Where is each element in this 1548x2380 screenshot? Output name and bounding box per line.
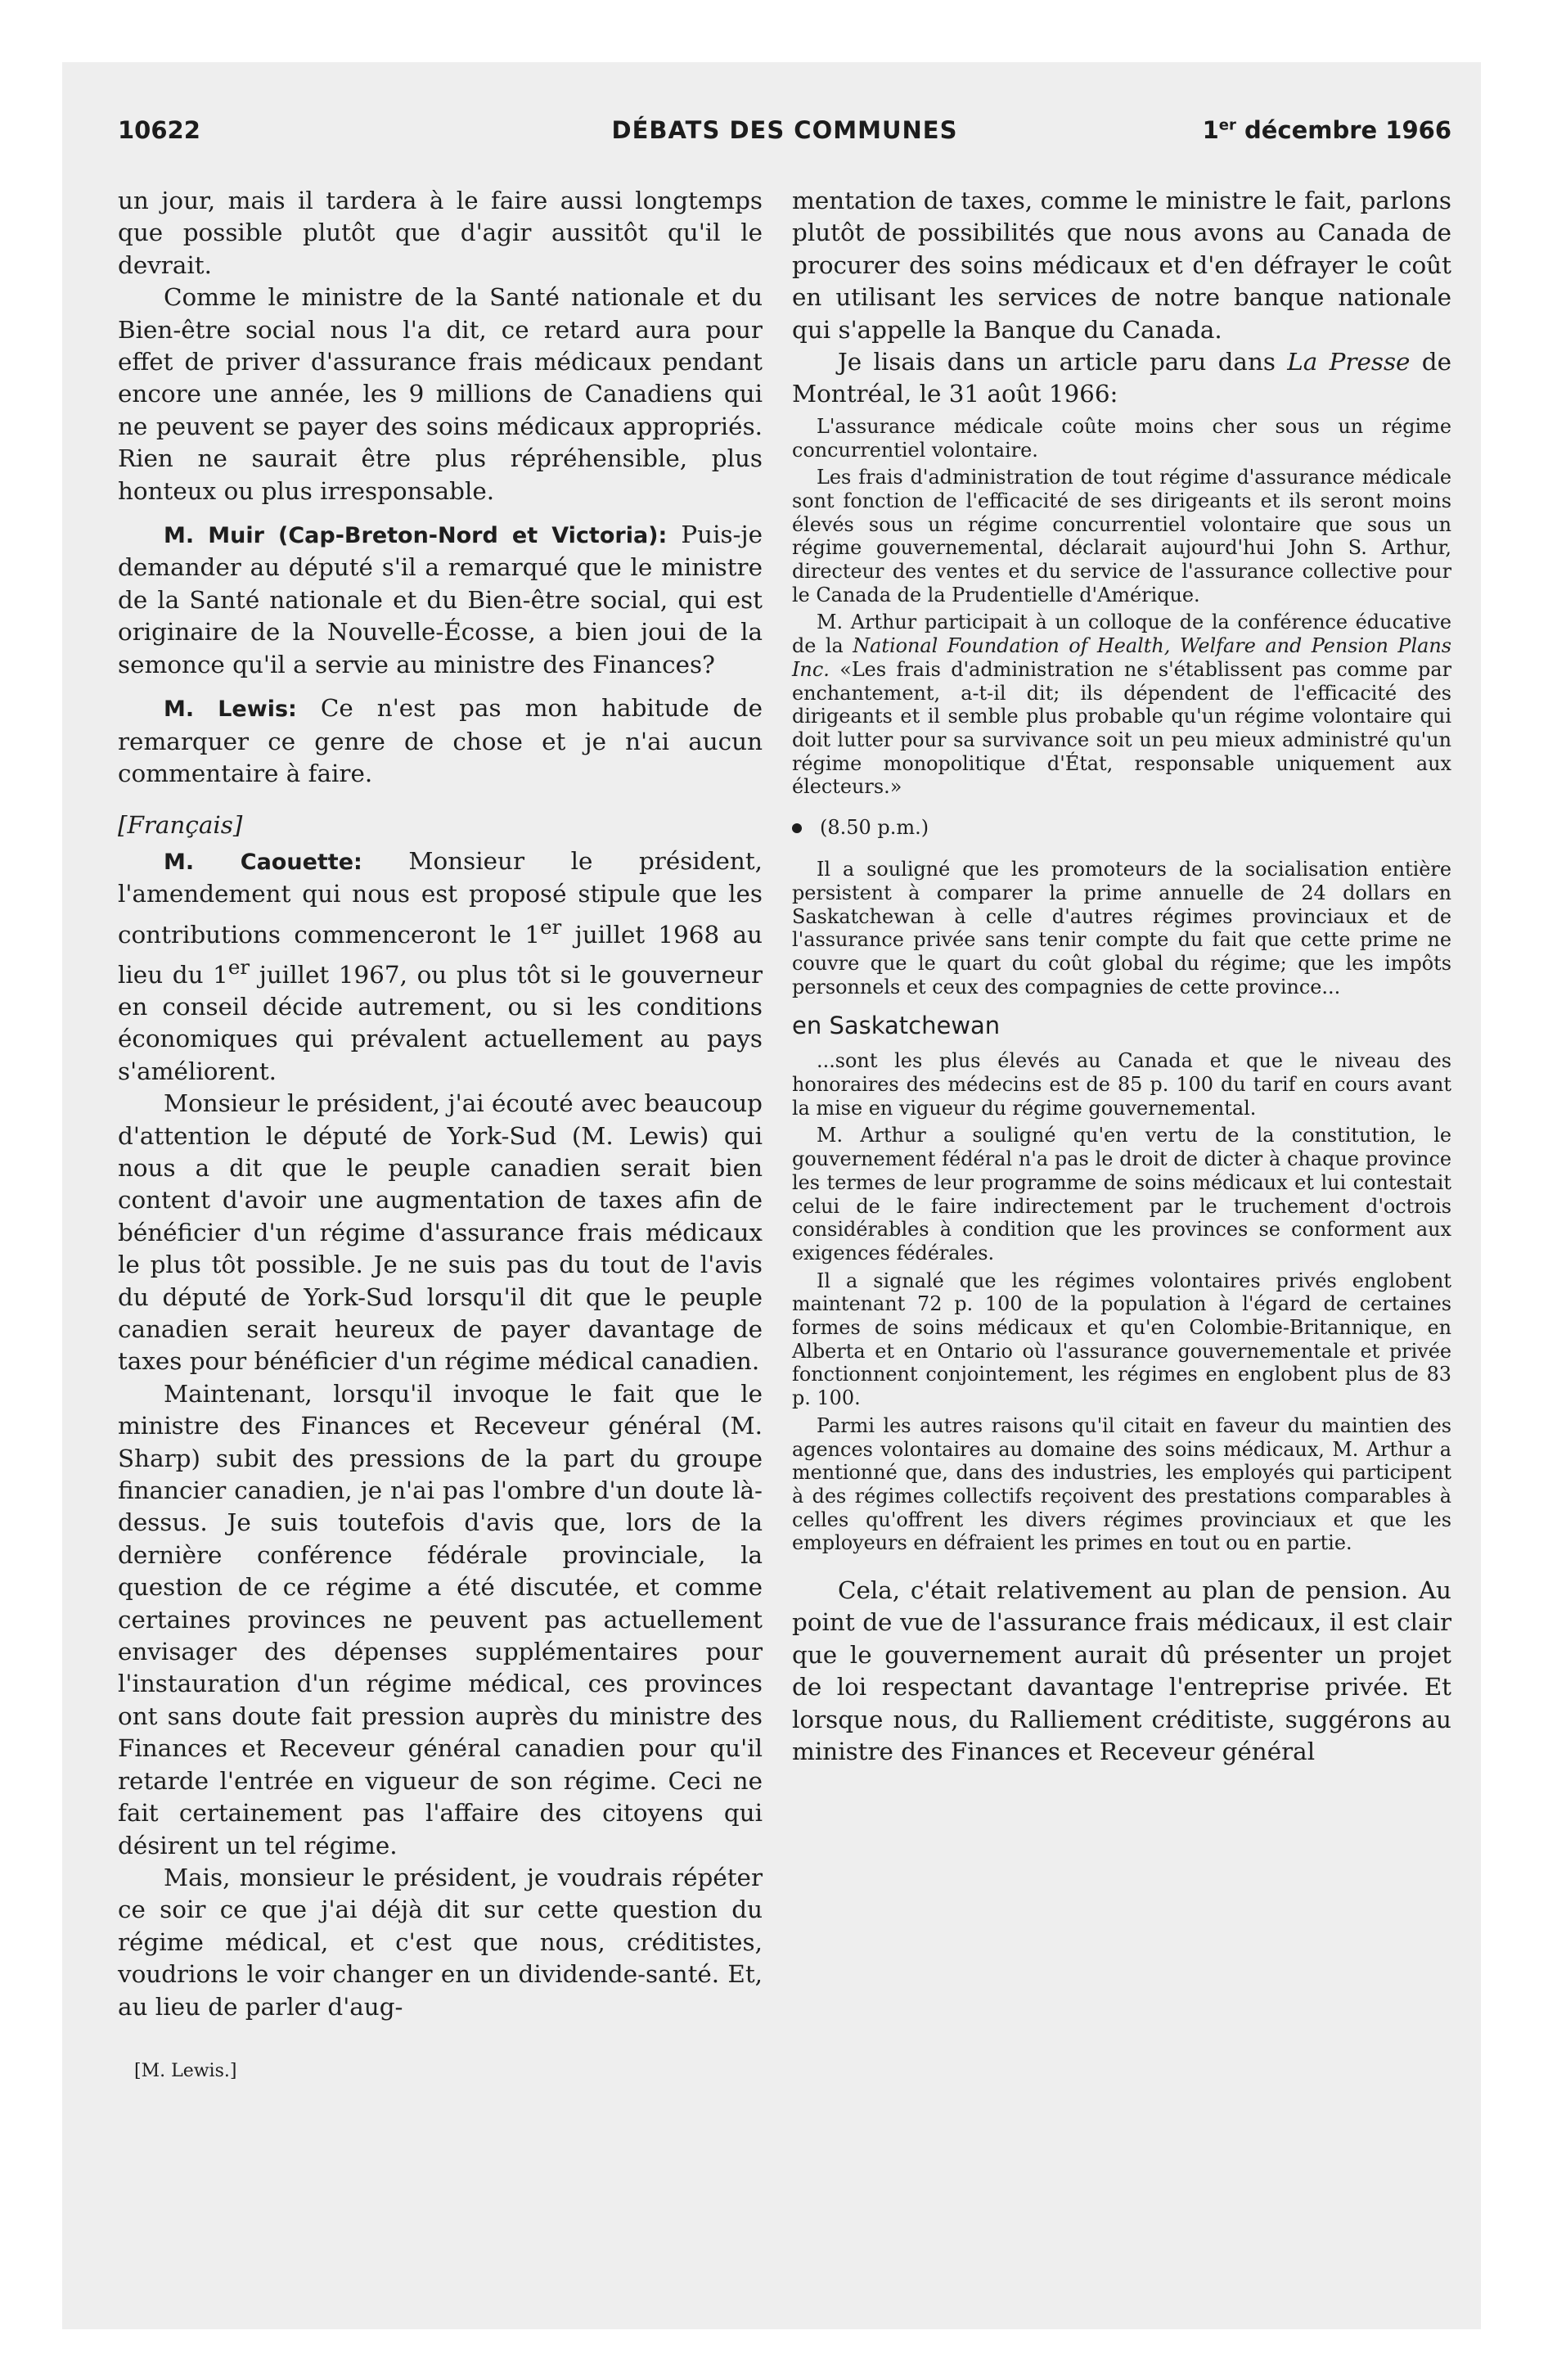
organization-name: National Foundation of Health, Welfare and Pension Plans Inc.	[792, 634, 1451, 681]
time-marker	[792, 815, 1451, 840]
newspaper-title: La Presse	[1287, 348, 1411, 376]
quote-paragraph: L'assurance médicale coûte moins cher sous un régime concurrentiel volontaire.	[792, 414, 1451, 462]
bullet-dot-icon	[792, 823, 802, 833]
quote-paragraph: Les frais d'administration de tout régime d'assurance médicale sont fonction de l'efficacité de ses dirigeants et ils seront moins élevés sous un régime concurrentiel volontaire que sous un régime gouvernemental, déclarait aujourd'hui John S. Arthur, directeur des ventes et du service de l'assurance collective pour le Canada de la Prudentielle d'Amérique.	[792, 466, 1451, 606]
speaker-name: M. Caouette:	[164, 849, 362, 875]
speech-text: juillet 1967, ou plus tôt si le gouverneur en conseil décide autrement, ou si les conditions économiques qui prévalent actuellement au pays s'améliorent.	[118, 960, 763, 1085]
time-text: (8.50 p.m.)	[820, 816, 929, 840]
paragraph: Cela, c'était relativement au plan de pension. Au point de vue de l'assurance frais médicaux, il est clair que le gouvernement aurait dû présenter un projet de loi respectant davantage l'entreprise privée. Et lorsque nous, du Ralliement créditiste, suggérons au ministre des Finances et Receveur général	[792, 1576, 1451, 1766]
publication-title: DÉBATS DES COMMUNES	[611, 116, 958, 144]
quote-subheading: en Saskatchewan	[792, 1012, 1001, 1040]
quote-paragraph: Il a signalé que les régimes volontaires privés englobent maintenant 72 p. 100 de la population à l'égard de certaines formes de soins médicaux et qu'en Colombie-Britannique, en Alberta et en Ontario où l'assurance gouvernementale et privée fonctionnent conjointement, les régimes en englobent plus de 83 p. 100.	[792, 1269, 1451, 1410]
quote-paragraph: Parmi les autres raisons qu'il citait en faveur du maintien des agences volontaires au domaine des soins médicaux, M. Arthur a mentionné que, dans des industries, les employés qui participent à des régimes collectifs reçoivent des prestations comparables à celles qu'offrent les divers régimes provinciaux et que les employeurs en défraient les primes en tout ou en partie.	[792, 1413, 1451, 1555]
speech-muir	[118, 519, 763, 681]
paragraph: Monsieur le président, j'ai écouté avec beaucoup d'attention le député de York-Sud (M. Lewis) qui nous a dit que le peuple canadien serait bien content d'avoir une augmentation de taxes afin de bénéficier d'un régime d'assurance frais médicaux le plus tôt possible. Je ne suis pas du tout de l'avis du député de York-Sud lorsqu'il dit que le peuple canadien serait heureux de payer davantage de taxes pour bénéficier d'un régime médical canadien.	[118, 1089, 763, 1376]
right-column	[792, 185, 1451, 1769]
page-header	[118, 116, 1451, 149]
speech-text: Ce n'est pas mon habitude de remarquer ce genre de chose et je n'ai aucun commentaire à faire.	[118, 694, 763, 787]
date-day: 1	[1202, 116, 1219, 144]
date-ordinal: er	[1218, 116, 1236, 134]
ordinal-sup: er	[227, 954, 250, 979]
paragraph: un jour, mais il tardera à le faire aussi longtemps que possible plutôt que d'agir aussitôt qu'il le devrait.	[118, 187, 763, 279]
speaker-name: M. Lewis:	[164, 696, 297, 723]
text: de Montréal, le 31 août 1966:	[792, 348, 1451, 408]
paragraph-source-intro	[792, 346, 1451, 411]
text: Je lisais dans un article paru dans	[838, 348, 1288, 376]
ordinal-sup: er	[540, 914, 562, 939]
quote-paragraph	[792, 611, 1451, 799]
page-date	[1203, 116, 1451, 144]
speech-lewis	[118, 692, 763, 790]
speaker-name: M. Muir (Cap-Breton-Nord et Victoria):	[164, 523, 668, 549]
quote-paragraph: Il a souligné que les promoteurs de la socialisation entière persistent à comparer la prime annuelle de 24 dollars en Saskatchewan à celle d'autres régimes provinciaux et de l'assurance privée sans tenir compte du fait que cette prime ne couvre que le quart du coût global du régime; que les impôts personnels et ceux des compagnies de cette province...	[792, 858, 1451, 998]
date-rest: décembre 1966	[1235, 116, 1451, 144]
paragraph: mentation de taxes, comme le ministre le fait, parlons plutôt de possibilités que nous avons au Canada de procurer des soins médicaux et d'en défrayer le coût en utilisant les services de notre banque nationale qui s'appelle la Banque du Canada.	[792, 187, 1451, 344]
speech-text: juillet 1968 au lieu du 1	[118, 920, 763, 989]
speech-caouette	[118, 845, 763, 1088]
speech-text: Puis-je demander au député s'il a remarqué que le ministre de la Santé nationale et du Bien-être social, qui est originaire de la Nouvelle-Écosse, a bien joui de la semonce qu'il a servie au ministre des Finances?	[118, 521, 763, 678]
speech-text: Monsieur le président, l'amendement qui nous est proposé stipule que les contributions commenceront le 1	[118, 846, 763, 949]
text: «Les frais d'administration ne s'établissent pas comme par enchantement, a-t-il dit; ils dépendent de l'efficacité des dirigeants et il semble plus probable qu'un régime volontaire qui doit lutter pour sa survivance soit un peu mieux administré qu'un régime monopolitique d'État, responsable uniquement aux électeurs.»	[792, 657, 1451, 799]
quote-paragraph: M. Arthur a souligné qu'en vertu de la constitution, le gouvernement fédéral n'a pas le droit de dicter à chaque province les termes de leur programme de soins médicaux et lui contestait celui de le faire indirectement par le truchement d'octrois considérables à condition que les provinces se conforment aux exigences fédérales.	[792, 1124, 1451, 1264]
left-column	[118, 185, 763, 2084]
document-page	[62, 62, 1481, 2329]
text: M. Arthur participait à un colloque de la conférence éducative de la	[792, 611, 1451, 658]
paragraph: Mais, monsieur le président, je voudrais répéter ce soir ce que j'ai déjà dit sur cette question du régime médical, et c'est que nous, créditistes, voudrions le voir changer en un dividende-santé. Et, au lieu de parler d'aug-	[118, 1863, 763, 2021]
quote-paragraph: ...sont les plus élevés au Canada et que le niveau des honoraires des médecins est de 85 p. 100 du tarif en cours avant la mise en vigueur du régime gouvernemental.	[792, 1049, 1451, 1120]
paragraph: Comme le ministre de la Santé nationale et du Bien-être social nous l'a dit, ce retard aura pour effet de priver d'assurance frais médicaux pendant encore une année, les 9 millions de Canadiens qui ne peuvent se payer des soins médicaux appropriés. Rien ne saurait être plus répréhensible, plus honteux ou plus irresponsable.	[118, 283, 763, 505]
paragraph: Maintenant, lorsqu'il invoque le fait que le ministre des Finances et Receveur général (M. Sharp) subit des pressions de la part du groupe financier canadien, je n'ai pas l'ombre d'un doute là-dessus. Je suis toutefois d'avis que, lors de la dernière conférence fédérale provinciale, la question de ce régime a été discutée, et comme certaines provinces ne peuvent pas actuellement envisager des dépenses supplémentaires pour l'instauration d'un régime médical, ces provinces ont sans doute fait pression auprès du ministre des Finances et Receveur général canadien pour qu'il retarde l'entrée en vigueur de son régime. Ceci ne fait certainement pas l'affaire des citoyens qui désirent un tel régime.	[118, 1379, 763, 1859]
speaker-signature: [M. Lewis.]	[134, 2060, 237, 2081]
language-tag: [Français]	[118, 811, 243, 840]
page-number: 10622	[118, 116, 200, 144]
